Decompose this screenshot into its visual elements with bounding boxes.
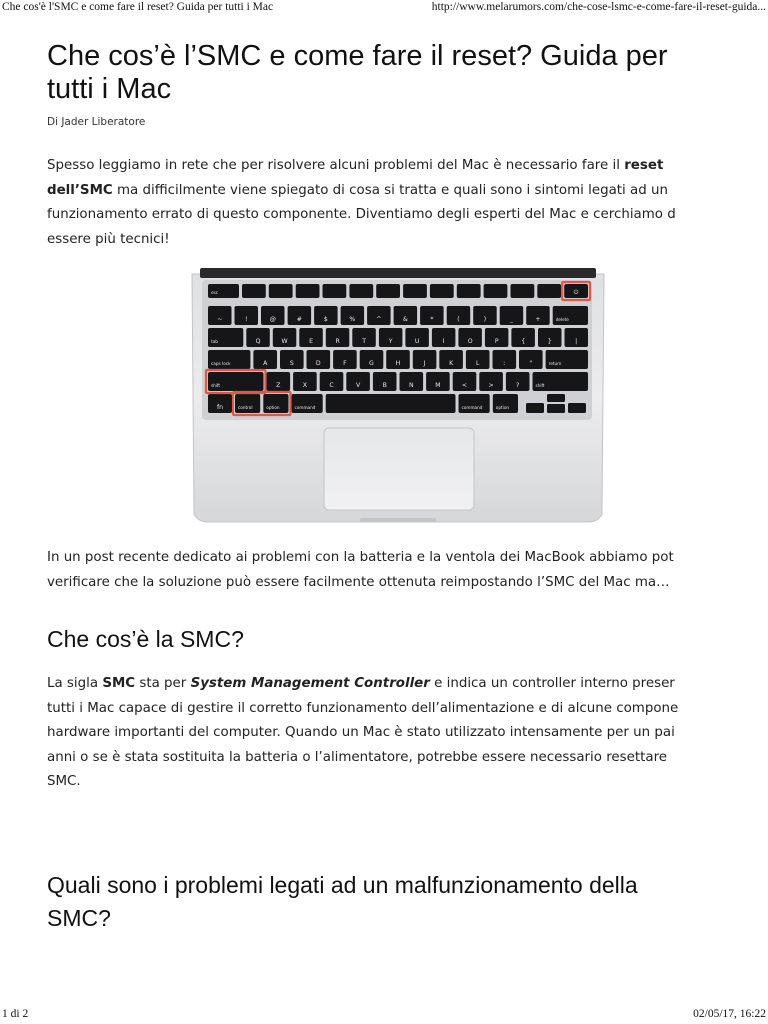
keyboard-key — [242, 284, 266, 298]
keyboard-key — [326, 394, 456, 413]
intro-text: ma difficilmente viene spiegato di cosa si tratta e quali sono i sintomi legati ad un — [112, 182, 668, 198]
keyboard-key — [546, 350, 588, 369]
keyboard-key — [349, 284, 373, 298]
intro-bold: dell’SMC — [47, 182, 113, 198]
intro-line — [47, 179, 723, 204]
arrow-key — [568, 403, 586, 413]
keyboard-key — [553, 306, 588, 325]
keyboard-key — [484, 284, 508, 298]
key-label: < — [461, 382, 468, 389]
key-label: option — [266, 405, 280, 410]
key-label: I — [442, 338, 445, 345]
keyboard-key — [403, 284, 427, 298]
hinge — [200, 268, 596, 278]
paragraph-3 — [47, 672, 723, 795]
key-label: ? — [516, 382, 520, 389]
key-label: * — [430, 316, 434, 323]
key-label: Q — [255, 338, 261, 345]
page-number: 1 di 2 — [2, 1008, 29, 1020]
intro-text: Spesso leggiamo in rete che per risolvere alcuni problemi del Mac è necessario fare il — [47, 158, 625, 173]
keyboard-key — [493, 394, 518, 413]
keyboard-key — [208, 372, 264, 391]
keyboard-key — [208, 350, 250, 369]
key-label: option — [495, 405, 510, 410]
key-label: shift — [211, 383, 221, 388]
key-label: B — [382, 382, 387, 389]
para3-line: hardware importanti del computer. Quando un Mac è stato utilizzato intensamente per un pai — [47, 725, 675, 740]
key-label: & — [402, 316, 408, 323]
key-label: + — [535, 316, 541, 323]
key-label: F — [343, 360, 347, 367]
arrow-key — [547, 404, 565, 413]
print-header — [0, 0, 768, 16]
keyboard-illustration — [190, 268, 606, 526]
keyboard-key — [457, 284, 481, 298]
key-label: @ — [269, 316, 276, 323]
keyboard-key — [511, 284, 535, 298]
para3-text: La sigla — [47, 676, 103, 691]
paragraph-2 — [47, 546, 723, 595]
print-datetime: 02/05/17, 16:22 — [693, 1008, 766, 1020]
article-title — [47, 40, 723, 106]
bottom-notch — [360, 518, 436, 522]
intro-line: essere più tecnici! — [47, 231, 170, 247]
key-label: } — [547, 338, 552, 345]
key-label: D — [315, 360, 321, 367]
keyboard-key — [430, 284, 454, 298]
title-line-1: Che cos’è l’SMC e come fare il reset? Guida per — [47, 40, 668, 72]
key-label: N — [408, 382, 414, 389]
key-label: U — [414, 338, 420, 345]
key-label: _ — [509, 316, 513, 323]
key-label: fn — [216, 404, 224, 411]
key-label: H — [395, 360, 401, 367]
key-label: shift — [535, 383, 545, 388]
key-label: $ — [323, 316, 328, 323]
title-line-2: tutti i Mac — [47, 73, 172, 105]
para3-text: sta per — [135, 676, 191, 691]
key-label: > — [488, 382, 494, 389]
para3-line: tutti i Mac capace di gestire il corretto funzionamento dell’alimentazione e di alcune compone — [47, 700, 679, 716]
key-label: command — [294, 405, 316, 410]
keyboard-key — [537, 284, 561, 298]
para3-line — [47, 672, 723, 697]
keyboard-key — [235, 394, 260, 413]
keyboard-key — [208, 328, 243, 347]
key-label: P — [494, 338, 499, 345]
key-label: Y — [388, 338, 393, 345]
print-footer — [0, 1006, 768, 1024]
keyboard-key — [459, 394, 490, 413]
keyboard-key — [269, 284, 293, 298]
key-label: % — [349, 316, 356, 323]
key-label: X — [302, 382, 308, 389]
para2-line: verificare che la soluzione può essere facilmente ottenuta reimpostando l’SMC del Mac ma… — [47, 574, 670, 590]
para3-bold: SMC — [102, 676, 136, 691]
macbook-keyboard-image — [190, 268, 606, 526]
print-header-url[interactable]: http://www.melarumors.com/che-cose-lsmc-e-come-fare-il-reset-guida... — [431, 1, 766, 13]
keyboard-key — [376, 284, 400, 298]
para3-line: SMC. — [47, 774, 81, 789]
key-label: K — [449, 360, 454, 367]
key-label: A — [263, 360, 268, 367]
key-label: ) — [483, 316, 487, 323]
key-label: # — [296, 316, 302, 323]
key-label: Z — [276, 382, 281, 389]
trackpad — [324, 428, 474, 510]
key-label: M — [435, 382, 441, 389]
key-label: J — [423, 360, 426, 367]
heading-line-2: SMC? — [47, 904, 111, 931]
key-label: ( — [457, 316, 460, 323]
key-label: R — [335, 338, 340, 345]
key-label: tab — [211, 339, 218, 344]
print-header-title: Che cos'è l'SMC e come fare il reset? Guida per tutti i Mac — [2, 1, 274, 13]
heading-line-1: Quali sono i problemi legati ad un malfunzionamento della — [47, 871, 638, 898]
para3-line: anni o se è stata sostituita la batteria o l’alimentatore, potrebbe essere necessario resettare — [47, 749, 668, 765]
key-label: L — [475, 360, 480, 367]
key-label: ~ — [217, 316, 223, 323]
key-label: : — [503, 360, 506, 367]
key-label: { — [521, 338, 526, 345]
key-label: ! — [245, 316, 248, 323]
key-label: return — [548, 361, 562, 366]
key-label: control — [238, 405, 253, 410]
key-label: S — [289, 360, 294, 367]
section-heading-what-is-smc: Che cos’è la SMC? — [47, 626, 244, 652]
key-label: | — [575, 338, 578, 345]
section-heading-smc-problems — [47, 869, 723, 935]
key-label: ^ — [376, 316, 382, 323]
keyboard-key — [263, 394, 288, 413]
intro-bold: reset — [624, 158, 664, 173]
para3-emphasis: System Management Controller — [190, 676, 430, 691]
key-label: ⏻ — [573, 289, 579, 296]
key-label: " — [529, 360, 533, 367]
keyboard-key — [296, 284, 320, 298]
para2-line: In un post recente dedicato ai problemi con la batteria e la ventola dei MacBook abbiamo pot — [47, 550, 674, 565]
keyboard-key — [533, 372, 589, 391]
key-label: T — [362, 338, 366, 345]
intro-line: funzionamento errato di questo componente. Diventiamo degli esperti del Mac e cerchiamo d — [47, 207, 676, 222]
key-label: W — [281, 338, 288, 345]
arrow-key — [547, 394, 565, 402]
keyboard-key — [323, 284, 347, 298]
key-label: V — [355, 382, 361, 389]
arrow-key — [526, 403, 544, 413]
key-label: esc — [211, 290, 219, 295]
intro-paragraph — [47, 154, 723, 252]
intro-line — [47, 154, 723, 179]
key-label: C — [329, 382, 334, 389]
key-label: delete — [555, 317, 569, 322]
key-label: G — [369, 360, 374, 367]
key-label: command — [461, 405, 483, 410]
key-label: O — [467, 338, 473, 345]
key-label: caps lock — [211, 361, 231, 366]
byline: Di Jader Liberatore — [47, 116, 146, 128]
key-label: E — [309, 338, 314, 345]
para3-text: e indica un controller interno preser — [429, 676, 675, 691]
keyboard-key — [292, 394, 323, 413]
